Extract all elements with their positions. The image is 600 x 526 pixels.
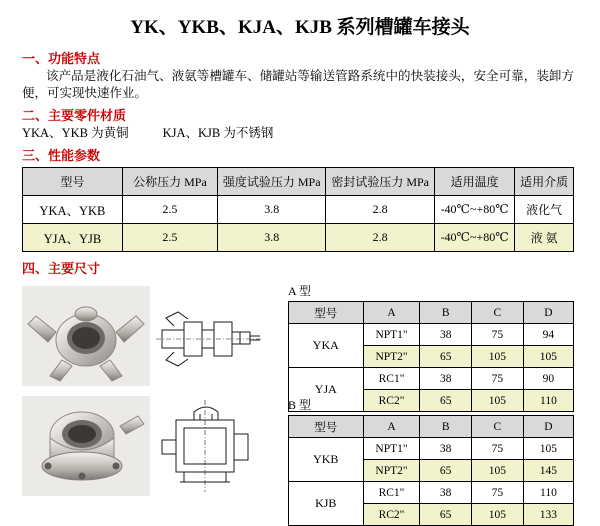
a-th-1: A xyxy=(363,302,420,324)
page-title: YK、YKB、KJA、KJB 系列槽罐车接头 xyxy=(130,17,470,38)
perf-th-5: 适用介质 xyxy=(515,168,574,196)
perf-r1-c4: 液 氨 xyxy=(515,224,574,252)
perf-r1-c1: 3.8 xyxy=(218,224,326,252)
b-r2-c2: 75 xyxy=(471,482,523,504)
perf-r1-c2: 2.8 xyxy=(326,224,434,252)
perf-th-0: 型号 xyxy=(23,168,123,196)
performance-table xyxy=(22,167,574,252)
table-header-row xyxy=(289,302,574,324)
a-r0-c3: 94 xyxy=(523,324,573,346)
performance-heading: 三、性能参数 xyxy=(22,148,101,163)
b-r1-c1: 65 xyxy=(420,460,471,482)
table-row xyxy=(289,368,574,390)
dim-table-b-wrap xyxy=(288,396,574,526)
a-r0-c1: 38 xyxy=(420,324,471,346)
b-th-1: A xyxy=(363,416,420,438)
b-r3-c2: 105 xyxy=(471,504,523,526)
dim-table-b xyxy=(288,415,574,526)
features-heading: 一、功能特点 xyxy=(22,51,101,66)
b-r0-model: YKB xyxy=(289,438,364,482)
b-th-3: C xyxy=(471,416,523,438)
perf-r1-c3: -40℃~+80℃ xyxy=(434,224,514,252)
b-r3-c3: 133 xyxy=(523,504,573,526)
a-th-4: D xyxy=(523,302,573,324)
dimensions-heading: 四、主要尺寸 xyxy=(22,261,101,276)
table-row xyxy=(289,324,574,346)
coupling-photo-a xyxy=(22,286,150,386)
perf-r1-model: YJA、YJB xyxy=(23,224,123,252)
performance-table-wrap xyxy=(22,167,600,252)
b-r2-c1: 38 xyxy=(420,482,471,504)
features-text: 该产品是液化石油气、液氨等槽罐车、储罐站等输送管路系统中的快装接头，安全可靠，装卸方便，可实现快速作业。 xyxy=(22,69,574,100)
type-b-label: B 型 xyxy=(288,398,312,412)
perf-r0-c4: 液化气 xyxy=(515,196,574,224)
a-r2-model: YJA xyxy=(289,368,364,412)
b-r0-c0: NPT1" xyxy=(363,438,420,460)
a-r0-c0: NPT1" xyxy=(363,324,420,346)
a-r2-c2: 75 xyxy=(471,368,523,390)
a-r1-c1: 65 xyxy=(420,346,471,368)
table-row xyxy=(23,224,574,252)
b-th-4: D xyxy=(523,416,573,438)
material-text xyxy=(22,125,600,142)
dim-table-a-wrap xyxy=(288,282,574,412)
b-r1-c0: NPT2" xyxy=(363,460,420,482)
b-r2-c0: RC1" xyxy=(363,482,420,504)
table-row xyxy=(289,438,574,460)
table-header-row xyxy=(289,416,574,438)
a-th-3: C xyxy=(471,302,523,324)
a-r0-c2: 75 xyxy=(471,324,523,346)
b-r0-c2: 75 xyxy=(471,438,523,460)
a-r2-c0: RC1" xyxy=(363,368,420,390)
a-r1-c2: 105 xyxy=(471,346,523,368)
material-text-steel: KJA、KJB 为不锈钢 xyxy=(162,126,274,140)
perf-r0-c1: 3.8 xyxy=(218,196,326,224)
coupling-drawing-a xyxy=(154,286,264,386)
perf-th-2: 强度试验压力 MPa xyxy=(218,168,326,196)
material-heading: 二、主要零件材质 xyxy=(22,108,127,123)
a-r3-c1: 65 xyxy=(420,390,471,412)
table-header-row xyxy=(23,168,574,196)
a-r1-c0: NPT2" xyxy=(363,346,420,368)
table-row xyxy=(23,196,574,224)
b-r2-model: KJB xyxy=(289,482,364,526)
b-th-2: B xyxy=(420,416,471,438)
b-r3-c0: RC2" xyxy=(363,504,420,526)
material-text-brass: YKA、YKB 为黄铜 xyxy=(22,126,129,140)
perf-r0-c0: 2.5 xyxy=(122,196,217,224)
type-a-label: A 型 xyxy=(288,284,312,298)
a-r0-model: YKA xyxy=(289,324,364,368)
image-row-b xyxy=(22,396,264,496)
b-r1-c2: 105 xyxy=(471,460,523,482)
coupling-drawing-b xyxy=(154,396,264,496)
a-r3-c2: 105 xyxy=(471,390,523,412)
b-r2-c3: 110 xyxy=(523,482,573,504)
a-r2-c3: 90 xyxy=(523,368,573,390)
perf-r0-model: YKA、YKB xyxy=(23,196,123,224)
b-r3-c1: 65 xyxy=(420,504,471,526)
a-r1-c3: 105 xyxy=(523,346,573,368)
a-r2-c1: 38 xyxy=(420,368,471,390)
perf-th-3: 密封试验压力 MPa xyxy=(326,168,434,196)
perf-r0-c2: 2.8 xyxy=(326,196,434,224)
perf-r1-c0: 2.5 xyxy=(122,224,217,252)
a-r3-c3: 110 xyxy=(523,390,573,412)
a-th-2: B xyxy=(420,302,471,324)
b-r1-c3: 145 xyxy=(523,460,573,482)
b-th-0: 型号 xyxy=(289,416,364,438)
perf-th-4: 适用温度 xyxy=(434,168,514,196)
image-row-a xyxy=(22,286,264,386)
a-r3-c0: RC2" xyxy=(363,390,420,412)
b-r0-c3: 105 xyxy=(523,438,573,460)
perf-th-1: 公称压力 MPa xyxy=(122,168,217,196)
table-row xyxy=(289,482,574,504)
perf-r0-c3: -40℃~+80℃ xyxy=(434,196,514,224)
b-r0-c1: 38 xyxy=(420,438,471,460)
coupling-photo-b xyxy=(22,396,150,496)
a-th-0: 型号 xyxy=(289,302,364,324)
